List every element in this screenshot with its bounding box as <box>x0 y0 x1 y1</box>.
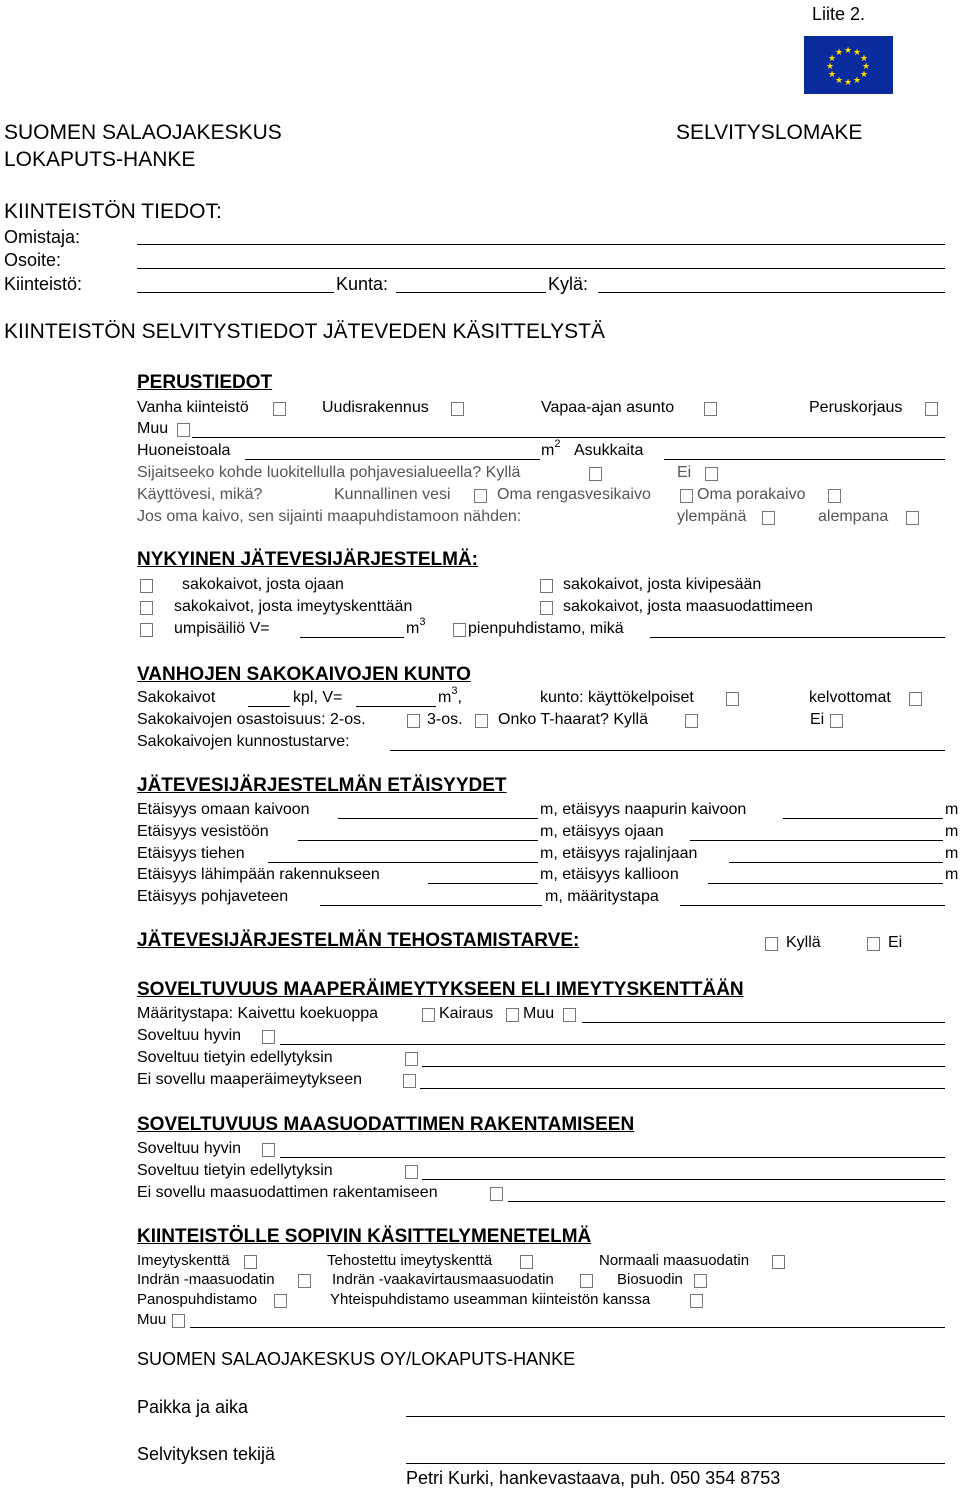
svg-text:★: ★ <box>834 48 844 58</box>
groundwater-question: Sijaitseeko kohde luokitellulla pohjavesialueella? Kyllä <box>137 464 521 481</box>
three-comp-checkbox[interactable] <box>475 714 488 728</box>
signer-name: Petri Kurki, hankevastaava, puh. 050 354 8753 <box>406 1468 781 1488</box>
municipal-water-checkbox[interactable] <box>474 489 487 503</box>
basic-info-title: PERUSTIEDOT <box>137 372 273 393</box>
infiltration-conditional-label: Soveltuu tietyin edellytyksin <box>137 1049 333 1066</box>
floor-area-unit: m <box>541 442 555 459</box>
address-field[interactable] <box>137 268 945 269</box>
village-field[interactable] <box>598 292 945 293</box>
infiltration-conditional-field[interactable] <box>422 1066 945 1067</box>
estate-field[interactable] <box>137 292 334 293</box>
tpipes-label: Onko T-haarat? Kyllä <box>498 711 649 728</box>
lower-label: alempana <box>818 508 889 525</box>
usable-checkbox[interactable] <box>726 692 739 706</box>
infiltration-suitable-field[interactable] <box>280 1044 945 1045</box>
filter-unsuitable-label: Ei sovellu maasuodattimen rakentamiseen <box>137 1184 438 1201</box>
filter-suitable-label: Soveltuu hyvin <box>137 1140 242 1157</box>
svg-text:★: ★ <box>827 70 837 80</box>
boundary-unit: m <box>945 845 959 862</box>
opt3-label: sakokaivot, josta imeytyskenttään <box>174 598 413 615</box>
property-section-title: KIINTEISTÖN TIEDOT: <box>4 200 222 223</box>
infiltration-suitable-label: Soveltuu hyvin <box>137 1027 242 1044</box>
method-3-checkbox[interactable] <box>772 1255 785 1269</box>
renovation-checkbox[interactable] <box>925 402 938 416</box>
opt2-label: sakokaivot, josta kivipesään <box>563 576 762 593</box>
opt1-checkbox[interactable] <box>140 579 153 593</box>
lower-checkbox[interactable] <box>906 511 919 525</box>
enhancement-no-label: Ei <box>888 934 903 951</box>
svg-text:★: ★ <box>843 46 853 56</box>
method-8-checkbox[interactable] <box>690 1294 703 1308</box>
place-time-field[interactable] <box>406 1416 945 1417</box>
groundwater-no-label: Ei <box>677 464 692 481</box>
leisure-home-checkbox[interactable] <box>704 402 717 416</box>
residents-field[interactable] <box>664 459 945 460</box>
infiltration-conditional-checkbox[interactable] <box>405 1052 418 1066</box>
filter-unsuitable-checkbox[interactable] <box>490 1187 503 1201</box>
groundwater-distance-label: Etäisyys pohjaveteen <box>137 888 289 905</box>
septic-volume-field[interactable] <box>356 706 436 707</box>
opt3-checkbox[interactable] <box>140 601 153 615</box>
infiltration-other-checkbox[interactable] <box>563 1008 576 1022</box>
tank-volume-field[interactable] <box>300 637 404 638</box>
eu-flag-logo <box>804 36 893 94</box>
tank-volume-unit: m <box>406 620 420 637</box>
method-1-label: Imeytyskenttä <box>137 1252 230 1269</box>
form-title: SELVITYSLOMAKE <box>676 121 863 144</box>
drilled-well-label: Oma porakaivo <box>697 486 806 503</box>
floor-area-field[interactable] <box>245 459 540 460</box>
current-system-title: NYKYINEN JÄTEVESIJÄRJESTELMÄ: <box>137 549 479 570</box>
method-field[interactable] <box>680 905 945 906</box>
method-title: KIINTEISTÖLLE SOPIVIN KÄSITTELYMENETELMÄ <box>137 1226 592 1247</box>
three-comp-label: 3-os. <box>427 711 463 728</box>
method-4-checkbox[interactable] <box>298 1274 311 1288</box>
renovation-label: Peruskorjaus <box>809 399 903 416</box>
compartments-label: Sakokaivojen osastoisuus: 2-os. <box>137 711 366 728</box>
ditch-field[interactable] <box>690 840 943 841</box>
unusable-label: kelvottomat <box>809 689 891 706</box>
new-building-checkbox[interactable] <box>451 402 464 416</box>
opt5-label: umpisäiliö V= <box>174 620 270 637</box>
auger-label: Kairaus <box>439 1005 494 1022</box>
opt6-label: pienpuhdistamo, mikä <box>468 620 624 637</box>
own-well-label: Etäisyys omaan kaivoon <box>137 801 310 818</box>
septic-count-field[interactable] <box>248 706 290 707</box>
bedrock-label: m, etäisyys kallioon <box>540 866 679 883</box>
water-body-field[interactable] <box>298 840 538 841</box>
repair-label: Sakokaivojen kunnostustarve: <box>137 733 350 750</box>
other-checkbox[interactable] <box>177 423 190 437</box>
project-name: LOKAPUTS-HANKE <box>4 148 196 171</box>
filter-conditional-checkbox[interactable] <box>405 1165 418 1179</box>
filter-suitable-checkbox[interactable] <box>262 1143 275 1157</box>
attachment-label: Liite 2. <box>812 4 866 24</box>
road-label: Etäisyys tiehen <box>137 845 245 862</box>
auger-checkbox[interactable] <box>506 1008 519 1022</box>
neighbor-well-unit: m <box>945 801 959 818</box>
floor-area-unit-exponent: 2 <box>554 437 561 450</box>
infiltration-unsuitable-label: Ei sovellu maaperäimeytykseen <box>137 1071 362 1088</box>
place-time-label: Paikka ja aika <box>137 1397 249 1417</box>
author-signature-field[interactable] <box>406 1463 945 1464</box>
other-field[interactable] <box>192 437 945 438</box>
municipality-label: Kunta: <box>336 274 389 294</box>
septic-kpl-label: kpl, V= <box>293 689 343 706</box>
filter-suitable-field[interactable] <box>280 1157 945 1158</box>
septic-count-label: Sakokaivot <box>137 689 216 706</box>
opt2-checkbox[interactable] <box>540 579 553 593</box>
enhancement-title: JÄTEVESIJÄRJESTELMÄN TEHOSTAMISTARVE: <box>137 930 580 951</box>
method-6-label: Biosuodin <box>617 1271 683 1288</box>
residents-label: Asukkaita <box>574 442 644 459</box>
municipal-water-label: Kunnallinen vesi <box>334 486 451 503</box>
test-pit-checkbox[interactable] <box>422 1008 435 1022</box>
old-property-checkbox[interactable] <box>273 402 286 416</box>
ditch-unit: m <box>945 823 959 840</box>
svg-text:★: ★ <box>852 48 862 58</box>
opt5-checkbox[interactable] <box>140 623 153 637</box>
filter-unsuitable-field[interactable] <box>508 1201 945 1202</box>
author-label: Selvityksen tekijä <box>137 1444 276 1464</box>
svg-text:★: ★ <box>834 76 844 86</box>
method-label: m, määritystapa <box>545 888 659 905</box>
water-question: Käyttövesi, mikä? <box>137 486 263 503</box>
infiltration-other-label: Muu <box>523 1005 555 1022</box>
infiltration-other-field[interactable] <box>582 1022 945 1023</box>
method-7-label: Panospuhdistamo <box>137 1291 258 1308</box>
leisure-home-label: Vapaa-ajan asunto <box>541 399 675 416</box>
svg-text:★: ★ <box>861 62 871 72</box>
village-label: Kylä: <box>548 274 589 294</box>
infiltration-suitable-checkbox[interactable] <box>262 1030 275 1044</box>
infiltration-unsuitable-field[interactable] <box>420 1088 945 1089</box>
floor-area-label: Huoneistoala <box>137 442 231 459</box>
method-9-checkbox[interactable] <box>172 1314 185 1328</box>
well-location-label: Jos oma kaivo, sen sijainti maapuhdistamoon nähden: <box>137 508 522 525</box>
enhancement-yes-label: Kyllä <box>786 934 821 951</box>
owner-label: Omistaja: <box>4 227 81 247</box>
method-8-label: Yhteispuhdistamo useamman kiinteistön kanssa <box>330 1291 651 1308</box>
neighbor-well-field[interactable] <box>783 818 943 819</box>
svg-text:★: ★ <box>827 54 837 64</box>
svg-text:★: ★ <box>825 62 835 72</box>
two-comp-checkbox[interactable] <box>407 714 420 728</box>
method-6-checkbox[interactable] <box>694 1274 707 1288</box>
org-name: SUOMEN SALAOJAKESKUS <box>4 121 282 144</box>
tpipes-no-checkbox[interactable] <box>830 714 843 728</box>
enhancement-no-checkbox[interactable] <box>867 937 880 951</box>
method-5-label: Indrän -vaakavirtausmaasuodatin <box>332 1271 554 1288</box>
own-well-field[interactable] <box>338 818 538 819</box>
opt1-label: sakokaivot, josta ojaan <box>182 576 344 593</box>
neighbor-well-label: m, etäisyys naapurin kaivoon <box>540 801 747 818</box>
old-property-label: Vanha kiinteistö <box>137 399 249 416</box>
repair-field[interactable] <box>390 750 945 751</box>
svg-text:★: ★ <box>843 78 853 88</box>
septic-volume-unit-exponent: 3 <box>451 684 458 697</box>
footer-org: SUOMEN SALAOJAKESKUS OY/LOKAPUTS-HANKE <box>137 1349 576 1369</box>
upper-checkbox[interactable] <box>762 511 775 525</box>
infiltration-unsuitable-checkbox[interactable] <box>403 1074 416 1088</box>
filter-conditional-label: Soveltuu tietyin edellytyksin <box>137 1162 333 1179</box>
tank-volume-unit-exponent: 3 <box>419 615 426 628</box>
svg-text:★: ★ <box>859 70 869 80</box>
groundwater-yes-checkbox[interactable] <box>589 467 602 481</box>
ditch-label: m, etäisyys ojaan <box>540 823 664 840</box>
septic-volume-comma: , <box>457 689 462 706</box>
enhancement-yes-checkbox[interactable] <box>765 937 778 951</box>
small-plant-field[interactable] <box>650 637 945 638</box>
road-field[interactable] <box>268 862 538 863</box>
boundary-label: m, etäisyys rajalinjaan <box>540 845 698 862</box>
filter-conditional-field[interactable] <box>422 1179 945 1180</box>
septic-title: VANHOJEN SAKOKAIVOJEN KUNTO <box>137 664 471 685</box>
new-building-label: Uudisrakennus <box>322 399 429 416</box>
svg-text:★: ★ <box>859 54 869 64</box>
usable-label: kunto: käyttökelpoiset <box>540 689 694 706</box>
water-body-label: Etäisyys vesistöön <box>137 823 269 840</box>
svg-text:★: ★ <box>852 76 862 86</box>
ring-well-checkbox[interactable] <box>680 489 693 503</box>
method-1-checkbox[interactable] <box>244 1255 257 1269</box>
opt4-label: sakokaivot, josta maasuodattimeen <box>563 598 813 615</box>
method-5-checkbox[interactable] <box>580 1274 593 1288</box>
infiltration-title: SOVELTUVUUS MAAPERÄIMEYTYKSEEN ELI IMEYTYSKENTTÄÄN <box>137 979 744 1000</box>
septic-volume-unit: m <box>438 689 452 706</box>
method-7-checkbox[interactable] <box>274 1294 287 1308</box>
method-9-label: Muu <box>137 1311 167 1328</box>
groundwater-no-checkbox[interactable] <box>705 467 718 481</box>
boundary-field[interactable] <box>729 862 943 863</box>
municipality-field[interactable] <box>396 292 546 293</box>
opt4-checkbox[interactable] <box>540 601 553 615</box>
building-label: Etäisyys lähimpään rakennukseen <box>137 866 380 883</box>
owner-field[interactable] <box>137 244 945 245</box>
method-2-label: Tehostettu imeytyskenttä <box>327 1252 493 1269</box>
tpipes-no-label: Ei <box>810 711 825 728</box>
address-label: Osoite: <box>4 250 62 270</box>
tpipes-yes-checkbox[interactable] <box>685 714 698 728</box>
upper-label: ylempänä <box>677 508 747 525</box>
method-3-label: Normaali maasuodatin <box>599 1252 750 1269</box>
infiltration-method-label: Määritystapa: Kaivettu koekuoppa <box>137 1005 379 1022</box>
bedrock-unit: m <box>945 866 959 883</box>
bedrock-field[interactable] <box>708 883 943 884</box>
filter-title: SOVELTUVUUS MAASUODATTIMEN RAKENTAMISEEN <box>137 1114 635 1135</box>
wastewater-section-title: KIINTEISTÖN SELVITYSTIEDOT JÄTEVEDEN KÄSITTELYSTÄ <box>4 320 605 343</box>
drilled-well-checkbox[interactable] <box>828 489 841 503</box>
opt6-checkbox[interactable] <box>453 623 466 637</box>
building-field[interactable] <box>428 883 538 884</box>
other-label: Muu <box>137 420 169 437</box>
distances-title: JÄTEVESIJÄRJESTELMÄN ETÄISYYDET <box>137 775 507 796</box>
method-9-field[interactable] <box>190 1327 945 1328</box>
method-2-checkbox[interactable] <box>520 1255 533 1269</box>
ring-well-label: Oma rengasvesikaivo <box>497 486 651 503</box>
unusable-checkbox[interactable] <box>909 692 922 706</box>
estate-label: Kiinteistö: <box>4 274 83 294</box>
method-4-label: Indrän -maasuodatin <box>137 1271 275 1288</box>
groundwater-distance-field[interactable] <box>320 905 542 906</box>
